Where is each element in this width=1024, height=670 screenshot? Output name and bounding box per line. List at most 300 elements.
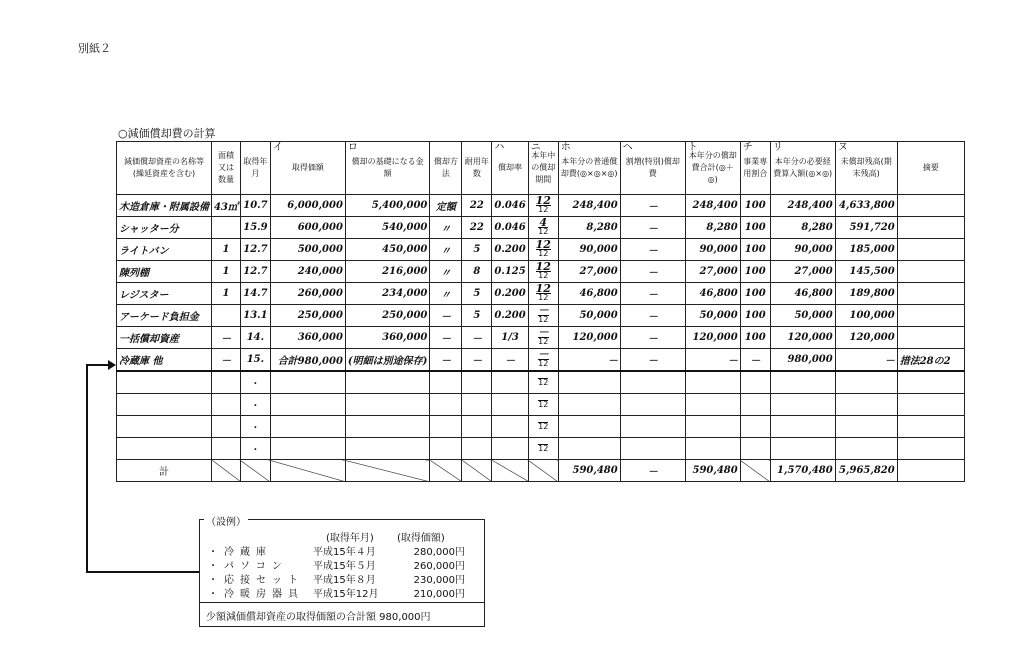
period-numerator: － [537, 348, 549, 361]
totals-row [117, 460, 965, 482]
empty-cell [212, 416, 241, 438]
empty-cell [345, 394, 429, 416]
balance-cell: 591,720 [835, 217, 897, 239]
balance-cell: 120,000 [835, 327, 897, 349]
rate-cell: 0.125 [492, 261, 528, 283]
empty-cell [558, 394, 620, 416]
header-total [685, 142, 740, 195]
header-acq-cost [270, 142, 345, 195]
table-row [117, 217, 965, 239]
empty-cell [835, 394, 897, 416]
period-numerator: 4 [539, 216, 548, 229]
period-cell [528, 261, 558, 283]
header-acq-date: 取得年月 [240, 142, 270, 195]
empty-row [117, 416, 965, 438]
area-cell: － [212, 327, 241, 349]
empty-cell [897, 394, 964, 416]
totals-label: 計 [117, 460, 212, 482]
business-cell: 100 [740, 195, 770, 217]
balance-cell: 4,633,800 [835, 195, 897, 217]
header-rate [492, 142, 528, 195]
depreciation-table [116, 141, 965, 482]
rate-cell: － [492, 349, 528, 372]
period-denominator: 12 [538, 378, 549, 387]
header-label: 未償却残高(期末残高) [840, 157, 892, 178]
acq-cost-cell: 6,000,000 [270, 195, 345, 217]
empty-cell [430, 438, 462, 460]
special-cell: － [620, 217, 685, 239]
period-cell [528, 394, 558, 416]
area-cell: － [212, 349, 241, 372]
header-area: 面積又は数量 [212, 142, 241, 195]
method-cell: － [430, 349, 462, 372]
basis-cell: (明細は別途保存) [345, 349, 429, 372]
empty-cell [740, 394, 770, 416]
business-cell: 100 [740, 239, 770, 261]
method-cell: 定額 [430, 195, 462, 217]
expense-cell: 980,000 [770, 349, 835, 372]
business-cell: － [740, 349, 770, 372]
empty-cell [117, 371, 212, 394]
life-cell: 5 [462, 283, 492, 305]
empty-cell [430, 394, 462, 416]
note-cell [897, 195, 964, 217]
empty-cell [620, 416, 685, 438]
example-item-price: 210,000円 [413, 589, 465, 600]
example-item-date: 平成15年12月 [313, 589, 379, 600]
balance-cell: 189,800 [835, 283, 897, 305]
area-cell [212, 305, 241, 327]
total-cell: 248,400 [685, 195, 740, 217]
empty-cell [897, 460, 964, 482]
header-business [740, 142, 770, 195]
totals-balance: 5,965,820 [835, 460, 897, 482]
empty-cell [462, 371, 492, 394]
header-label: 本年中の償却期間 [531, 151, 556, 184]
empty-cell [770, 438, 835, 460]
period-cell [528, 217, 558, 239]
empty-cell [897, 371, 964, 394]
empty-cell [492, 394, 528, 416]
circled-mark: ヘ [622, 142, 633, 153]
expense-cell: 50,000 [770, 305, 835, 327]
asset-name: レジスター [117, 283, 212, 305]
life-cell: 22 [462, 195, 492, 217]
period-denominator: 12 [538, 226, 549, 236]
totals-total: 590,480 [685, 460, 740, 482]
header-label: 事業専用割合 [743, 157, 768, 178]
business-cell: 100 [740, 327, 770, 349]
basis-cell: 540,000 [345, 217, 429, 239]
period-fraction [535, 194, 551, 214]
empty-cell [462, 416, 492, 438]
acq-cost-cell: 600,000 [270, 217, 345, 239]
rate-cell: 0.046 [492, 195, 528, 217]
empty-cell [740, 371, 770, 394]
note-cell: 措法28の2 [897, 349, 964, 372]
empty-cell [492, 371, 528, 394]
special-cell: － [620, 305, 685, 327]
table-row [117, 239, 965, 261]
header-expense [770, 142, 835, 195]
period-numerator: － [537, 326, 549, 339]
circled-mark: ハ [494, 142, 505, 153]
area-cell: 1 [212, 261, 241, 283]
balance-cell: 100,000 [835, 305, 897, 327]
area-cell: 43㎡ [212, 195, 241, 217]
period-fraction [538, 378, 548, 387]
acq-cost-cell: 240,000 [270, 261, 345, 283]
empty-cell [270, 460, 345, 482]
acq-cost-cell: 250,000 [270, 305, 345, 327]
empty-cell [620, 394, 685, 416]
normal-cell: 50,000 [558, 305, 620, 327]
special-cell: － [620, 327, 685, 349]
empty-cell [270, 371, 345, 394]
arrow-head-icon [108, 360, 116, 370]
empty-cell [212, 394, 241, 416]
empty-cell [740, 438, 770, 460]
acq-date-cell: 14. [240, 327, 270, 349]
period-denominator: 12 [538, 422, 549, 431]
header-months [528, 142, 558, 195]
basis-cell: 5,400,000 [345, 195, 429, 217]
rate-cell: 0.046 [492, 217, 528, 239]
total-cell: 120,000 [685, 327, 740, 349]
empty-cell [558, 371, 620, 394]
empty-cell [345, 416, 429, 438]
expense-cell: 8,280 [770, 217, 835, 239]
period-numerator: 12 [535, 282, 551, 295]
period-denominator: 12 [538, 444, 549, 453]
acq-cost-cell: 500,000 [270, 239, 345, 261]
acq-cost-cell: 合計980,000 [270, 349, 345, 372]
empty-cell [835, 371, 897, 394]
header-label: 本年分の普通償却費(◎×◎×◎) [560, 157, 618, 178]
period-cell [528, 371, 558, 394]
basis-cell: 360,000 [345, 327, 429, 349]
empty-cell [212, 460, 241, 482]
note-cell [897, 261, 964, 283]
note-cell [897, 305, 964, 327]
table-row [117, 327, 965, 349]
acq-date-cell: 13.1 [240, 305, 270, 327]
basis-cell: 450,000 [345, 239, 429, 261]
header-normal [558, 142, 620, 195]
totals-normal: 590,480 [558, 460, 620, 482]
business-cell: 100 [740, 305, 770, 327]
empty-cell [492, 438, 528, 460]
table-row [117, 261, 965, 283]
acq-date-cell: ・ [240, 416, 270, 438]
example-item [208, 543, 465, 558]
header-label: 本年分の必要経費算入額(◎×◎) [773, 157, 833, 178]
business-cell: 100 [740, 217, 770, 239]
empty-cell [770, 416, 835, 438]
period-fraction [537, 326, 549, 346]
rate-cell: 0.200 [492, 239, 528, 261]
acq-date-cell: 14.7 [240, 283, 270, 305]
example-item-date: 平成15年８月 [313, 575, 376, 586]
period-denominator: 12 [538, 270, 549, 280]
area-cell [212, 217, 241, 239]
header-basis [345, 142, 429, 195]
example-item-date: 平成15年５月 [313, 561, 376, 572]
empty-cell [270, 438, 345, 460]
rate-cell: 0.200 [492, 305, 528, 327]
example-item [208, 585, 465, 600]
empty-cell [558, 416, 620, 438]
empty-cell [770, 371, 835, 394]
basis-cell: 250,000 [345, 305, 429, 327]
header-label: 償却率 [498, 163, 523, 172]
life-cell: 5 [462, 239, 492, 261]
acq-date-cell: 12.7 [240, 261, 270, 283]
period-fraction [538, 444, 548, 453]
normal-cell: － [558, 349, 620, 372]
total-cell: 50,000 [685, 305, 740, 327]
circled-mark: ニ [530, 142, 541, 153]
balance-cell: 145,500 [835, 261, 897, 283]
asset-name: ライトバン [117, 239, 212, 261]
empty-cell [462, 460, 492, 482]
header-life: 耐用年数 [462, 142, 492, 195]
example-col-price: (取得価額) [397, 533, 445, 544]
acq-date-cell: ・ [240, 394, 270, 416]
acq-cost-cell: 260,000 [270, 283, 345, 305]
example-item-name: ・パソコン [208, 561, 288, 572]
life-cell: 5 [462, 305, 492, 327]
totals-special: － [620, 460, 685, 482]
period-numerator: 12 [535, 238, 551, 251]
header-balance [835, 142, 897, 195]
empty-cell [685, 394, 740, 416]
acq-date-cell: 12.7 [240, 239, 270, 261]
empty-cell [212, 438, 241, 460]
normal-cell: 27,000 [558, 261, 620, 283]
method-cell: 〃 [430, 239, 462, 261]
life-cell: 8 [462, 261, 492, 283]
expense-cell: 120,000 [770, 327, 835, 349]
empty-cell [685, 438, 740, 460]
special-cell: － [620, 239, 685, 261]
header-special [620, 142, 685, 195]
asset-name: アーケード負担金 [117, 305, 212, 327]
empty-cell [558, 438, 620, 460]
period-cell [528, 305, 558, 327]
note-cell [897, 327, 964, 349]
empty-cell [897, 416, 964, 438]
circled-mark: イ [272, 142, 283, 153]
period-cell [528, 283, 558, 305]
empty-cell [240, 460, 270, 482]
period-numerator: 12 [535, 260, 551, 273]
arrow-bottom [86, 571, 199, 573]
balance-cell: － [835, 349, 897, 372]
total-cell: 8,280 [685, 217, 740, 239]
circled-mark: ホ [560, 142, 571, 153]
empty-cell [270, 394, 345, 416]
header-note: 摘要 [897, 142, 964, 195]
example-item-price: 260,000円 [413, 561, 465, 572]
table-row [117, 283, 965, 305]
method-cell: 〃 [430, 217, 462, 239]
empty-cell [685, 416, 740, 438]
table-row [117, 305, 965, 327]
period-denominator: 12 [538, 314, 549, 324]
empty-cell [212, 371, 241, 394]
table-row [117, 195, 965, 217]
empty-cell [430, 460, 462, 482]
method-cell: 〃 [430, 261, 462, 283]
special-cell: － [620, 349, 685, 372]
period-fraction [535, 238, 551, 258]
period-cell [528, 195, 558, 217]
rate-cell: 0.200 [492, 283, 528, 305]
empty-cell [835, 416, 897, 438]
circled-mark: リ [772, 142, 783, 153]
life-cell: 22 [462, 217, 492, 239]
empty-cell [740, 460, 770, 482]
example-item [208, 557, 465, 572]
method-cell: 〃 [430, 283, 462, 305]
asset-name: 一括償却資産 [117, 327, 212, 349]
asset-name: シャッター分 [117, 217, 212, 239]
empty-cell [117, 416, 212, 438]
arrow-vertical [86, 364, 88, 572]
basis-cell: 216,000 [345, 261, 429, 283]
example-item-price: 230,000円 [413, 575, 465, 586]
empty-cell [528, 460, 558, 482]
area-cell: 1 [212, 283, 241, 305]
period-cell [528, 239, 558, 261]
example-col-date: (取得年月) [326, 533, 374, 544]
rate-cell: 1/3 [492, 327, 528, 349]
asset-name: 冷蔵庫 他 [117, 349, 212, 372]
period-fraction [538, 400, 548, 409]
arrow-top [86, 364, 110, 366]
circled-mark: チ [742, 142, 753, 153]
period-fraction [537, 348, 549, 368]
acq-cost-cell: 360,000 [270, 327, 345, 349]
acq-date-cell: 10.7 [240, 195, 270, 217]
header-row [117, 142, 965, 195]
note-cell [897, 239, 964, 261]
circled-mark: ト [687, 142, 698, 153]
note-cell [897, 217, 964, 239]
empty-row [117, 438, 965, 460]
empty-row [117, 394, 965, 416]
example-columns [326, 529, 465, 544]
special-cell: － [620, 261, 685, 283]
empty-cell [270, 416, 345, 438]
example-item [208, 571, 465, 586]
acq-date-cell: ・ [240, 371, 270, 394]
example-box [199, 519, 485, 627]
empty-cell [685, 371, 740, 394]
circled-mark: ロ [347, 142, 358, 153]
period-numerator: － [537, 304, 549, 317]
period-cell [528, 327, 558, 349]
period-denominator: 12 [538, 400, 549, 409]
total-cell: － [685, 349, 740, 372]
header-label: 取得価額 [291, 163, 324, 172]
asset-name: 陳列棚 [117, 261, 212, 283]
period-fraction [538, 216, 549, 236]
totals-expense: 1,570,480 [770, 460, 835, 482]
total-cell: 90,000 [685, 239, 740, 261]
example-item-name: ・冷蔵庫 [208, 547, 272, 558]
header-label: 割増(特別)償却費 [625, 157, 680, 178]
life-cell: － [462, 349, 492, 372]
empty-cell [770, 394, 835, 416]
period-denominator: 12 [538, 248, 549, 258]
example-item-name: ・冷暖房器具 [208, 589, 304, 600]
empty-cell [117, 394, 212, 416]
business-cell: 100 [740, 261, 770, 283]
circled-mark: ヌ [837, 142, 848, 153]
special-cell: － [620, 195, 685, 217]
method-cell: － [430, 327, 462, 349]
special-cell: － [620, 283, 685, 305]
period-fraction [538, 422, 548, 431]
table-row [117, 349, 965, 372]
period-fraction [535, 282, 551, 302]
expense-cell: 90,000 [770, 239, 835, 261]
header-label: 償却の基礎になる金額 [351, 157, 424, 178]
normal-cell: 248,400 [558, 195, 620, 217]
total-cell: 27,000 [685, 261, 740, 283]
header-method: 償却方法 [430, 142, 462, 195]
note-cell [897, 283, 964, 305]
normal-cell: 46,800 [558, 283, 620, 305]
period-fraction [535, 260, 551, 280]
normal-cell: 8,280 [558, 217, 620, 239]
header-label: 本年分の償却費合計(◎＋◎) [688, 151, 737, 184]
period-denominator: 12 [538, 292, 549, 302]
acq-date-cell: 15.9 [240, 217, 270, 239]
period-fraction [537, 304, 549, 324]
balance-cell: 185,000 [835, 239, 897, 261]
period-denominator: 12 [538, 336, 549, 346]
empty-cell [345, 371, 429, 394]
period-cell [528, 416, 558, 438]
empty-cell [462, 394, 492, 416]
total-cell: 46,800 [685, 283, 740, 305]
business-cell: 100 [740, 283, 770, 305]
example-item-date: 平成15年４月 [313, 547, 376, 558]
asset-name: 木造倉庫・附属設備 [117, 195, 212, 217]
basis-cell: 234,000 [345, 283, 429, 305]
empty-cell [462, 438, 492, 460]
acq-date-cell: ・ [240, 438, 270, 460]
empty-cell [897, 438, 964, 460]
header-asset: 減価償却資産の名称等(繰延資産を含む) [117, 142, 212, 195]
example-item-price: 280,000円 [413, 547, 465, 558]
empty-row [117, 371, 965, 394]
empty-cell [620, 371, 685, 394]
expense-cell: 46,800 [770, 283, 835, 305]
area-cell: 1 [212, 239, 241, 261]
empty-cell [430, 416, 462, 438]
example-total: 少額減価償却資産の取得価額の合計額 980,000円 [200, 602, 484, 628]
empty-cell [345, 460, 429, 482]
empty-cell [117, 438, 212, 460]
period-cell [528, 349, 558, 372]
empty-cell [492, 416, 528, 438]
life-cell: － [462, 327, 492, 349]
example-title: （設例） [204, 513, 248, 528]
